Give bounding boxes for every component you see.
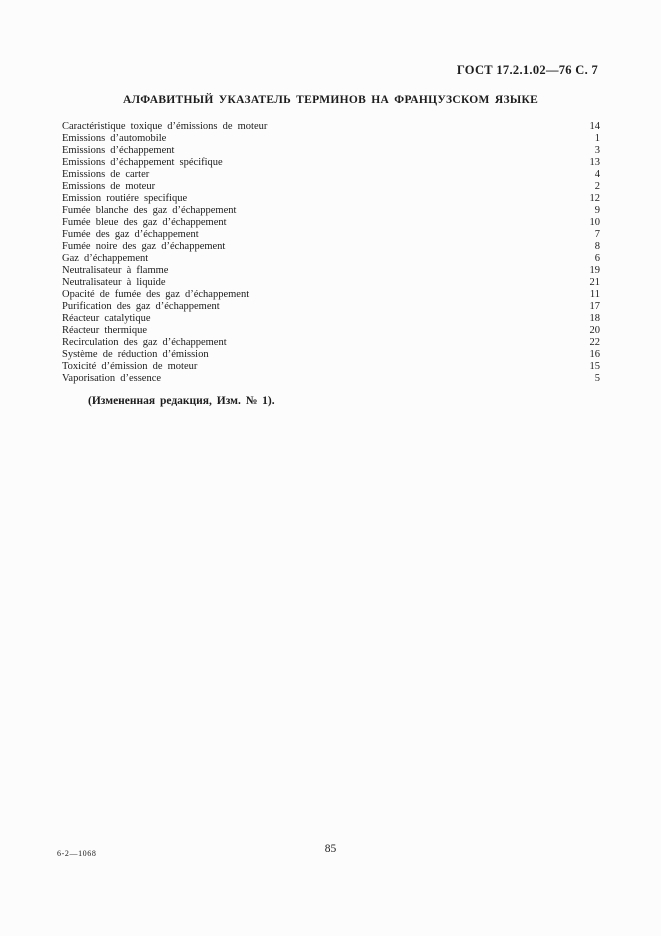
index-entry: [62, 289, 600, 301]
index-number: 9: [594, 205, 600, 216]
index-entry: [62, 253, 600, 265]
index-entry: [62, 193, 600, 205]
index-entry: [62, 337, 600, 349]
index-term: Fumée noire des gaz d’échappement: [62, 241, 226, 252]
index-entry: [62, 217, 600, 229]
index-term: Purification des gaz d’échappement: [62, 301, 220, 312]
index-entry: [62, 265, 600, 277]
index-number: 7: [594, 229, 600, 240]
index-number: 14: [589, 121, 600, 132]
index-term: Système de réduction d’émission: [62, 349, 209, 360]
page-number: 85: [324, 843, 337, 855]
index-number: 12: [589, 193, 600, 204]
index-number: 22: [589, 337, 600, 348]
index-entry: [62, 157, 600, 169]
index-number: 13: [589, 157, 600, 168]
index-entry: [62, 301, 600, 313]
index-list: [62, 121, 600, 385]
page-title: АЛФАВИТНЫЙ УКАЗАТЕЛЬ ТЕРМИНОВ НА ФРАНЦУЗСКОМ ЯЗЫКЕ: [122, 94, 539, 106]
index-number: 4: [594, 169, 600, 180]
index-entry: [62, 169, 600, 181]
index-term: Opacité de fumée des gaz d’échappement: [62, 289, 250, 300]
index-entry: [62, 205, 600, 217]
index-term: Emissions de moteur: [62, 181, 156, 192]
index-term: Toxicité d’émission de moteur: [62, 361, 198, 372]
index-number: 3: [594, 145, 600, 156]
index-entry: [62, 361, 600, 373]
index-term: Caractéristique toxique d’émissions de moteur: [62, 121, 268, 132]
doc-header: ГОСТ 17.2.1.02—76 С. 7: [456, 63, 598, 77]
index-number: 5: [594, 373, 600, 384]
index-term: Recirculation des gaz d’échappement: [62, 337, 227, 348]
index-term: Emissions d’automobile: [62, 133, 167, 144]
index-number: 18: [589, 313, 600, 324]
index-term: Emissions d’échappement spécifique: [62, 157, 223, 168]
index-entry: [62, 277, 600, 289]
index-term: Fumée blanche des gaz d’échappement: [62, 205, 237, 216]
index-number: 16: [589, 349, 600, 360]
index-entry: [62, 145, 600, 157]
index-entry: [62, 325, 600, 337]
index-entry: [62, 349, 600, 361]
index-entry: [62, 133, 600, 145]
index-term: Fumée bleue des gaz d’échappement: [62, 217, 227, 228]
index-number: 11: [589, 289, 600, 300]
index-number: 20: [589, 325, 600, 336]
index-entry: [62, 181, 600, 193]
index-entry: [62, 229, 600, 241]
index-number: 10: [589, 217, 600, 228]
print-code: 6-2—1068: [57, 849, 97, 858]
index-term: Neutralisateur à liquide: [62, 277, 166, 288]
index-term: Neutralisateur à flamme: [62, 265, 169, 276]
index-number: 19: [589, 265, 600, 276]
index-entry: [62, 121, 600, 133]
index-number: 6: [594, 253, 600, 264]
index-number: 21: [589, 277, 600, 288]
index-entry: [62, 241, 600, 253]
index-term: Réacteur catalytique: [62, 313, 151, 324]
amendment-note: (Измененная редакция, Изм. № 1).: [88, 395, 275, 407]
index-entry: [62, 373, 600, 385]
index-entry: [62, 313, 600, 325]
index-term: Emission routiére specifique: [62, 193, 188, 204]
index-number: 15: [589, 361, 600, 372]
index-term: Emissions d’échappement: [62, 145, 175, 156]
index-number: 2: [594, 181, 600, 192]
index-term: Gaz d’échappement: [62, 253, 149, 264]
index-term: Emissions de carter: [62, 169, 150, 180]
index-number: 1: [594, 133, 600, 144]
index-number: 8: [594, 241, 600, 252]
index-term: Vaporisation d’essence: [62, 373, 162, 384]
index-term: Réacteur thermique: [62, 325, 148, 336]
index-number: 17: [589, 301, 600, 312]
index-term: Fumée des gaz d’échappement: [62, 229, 199, 240]
